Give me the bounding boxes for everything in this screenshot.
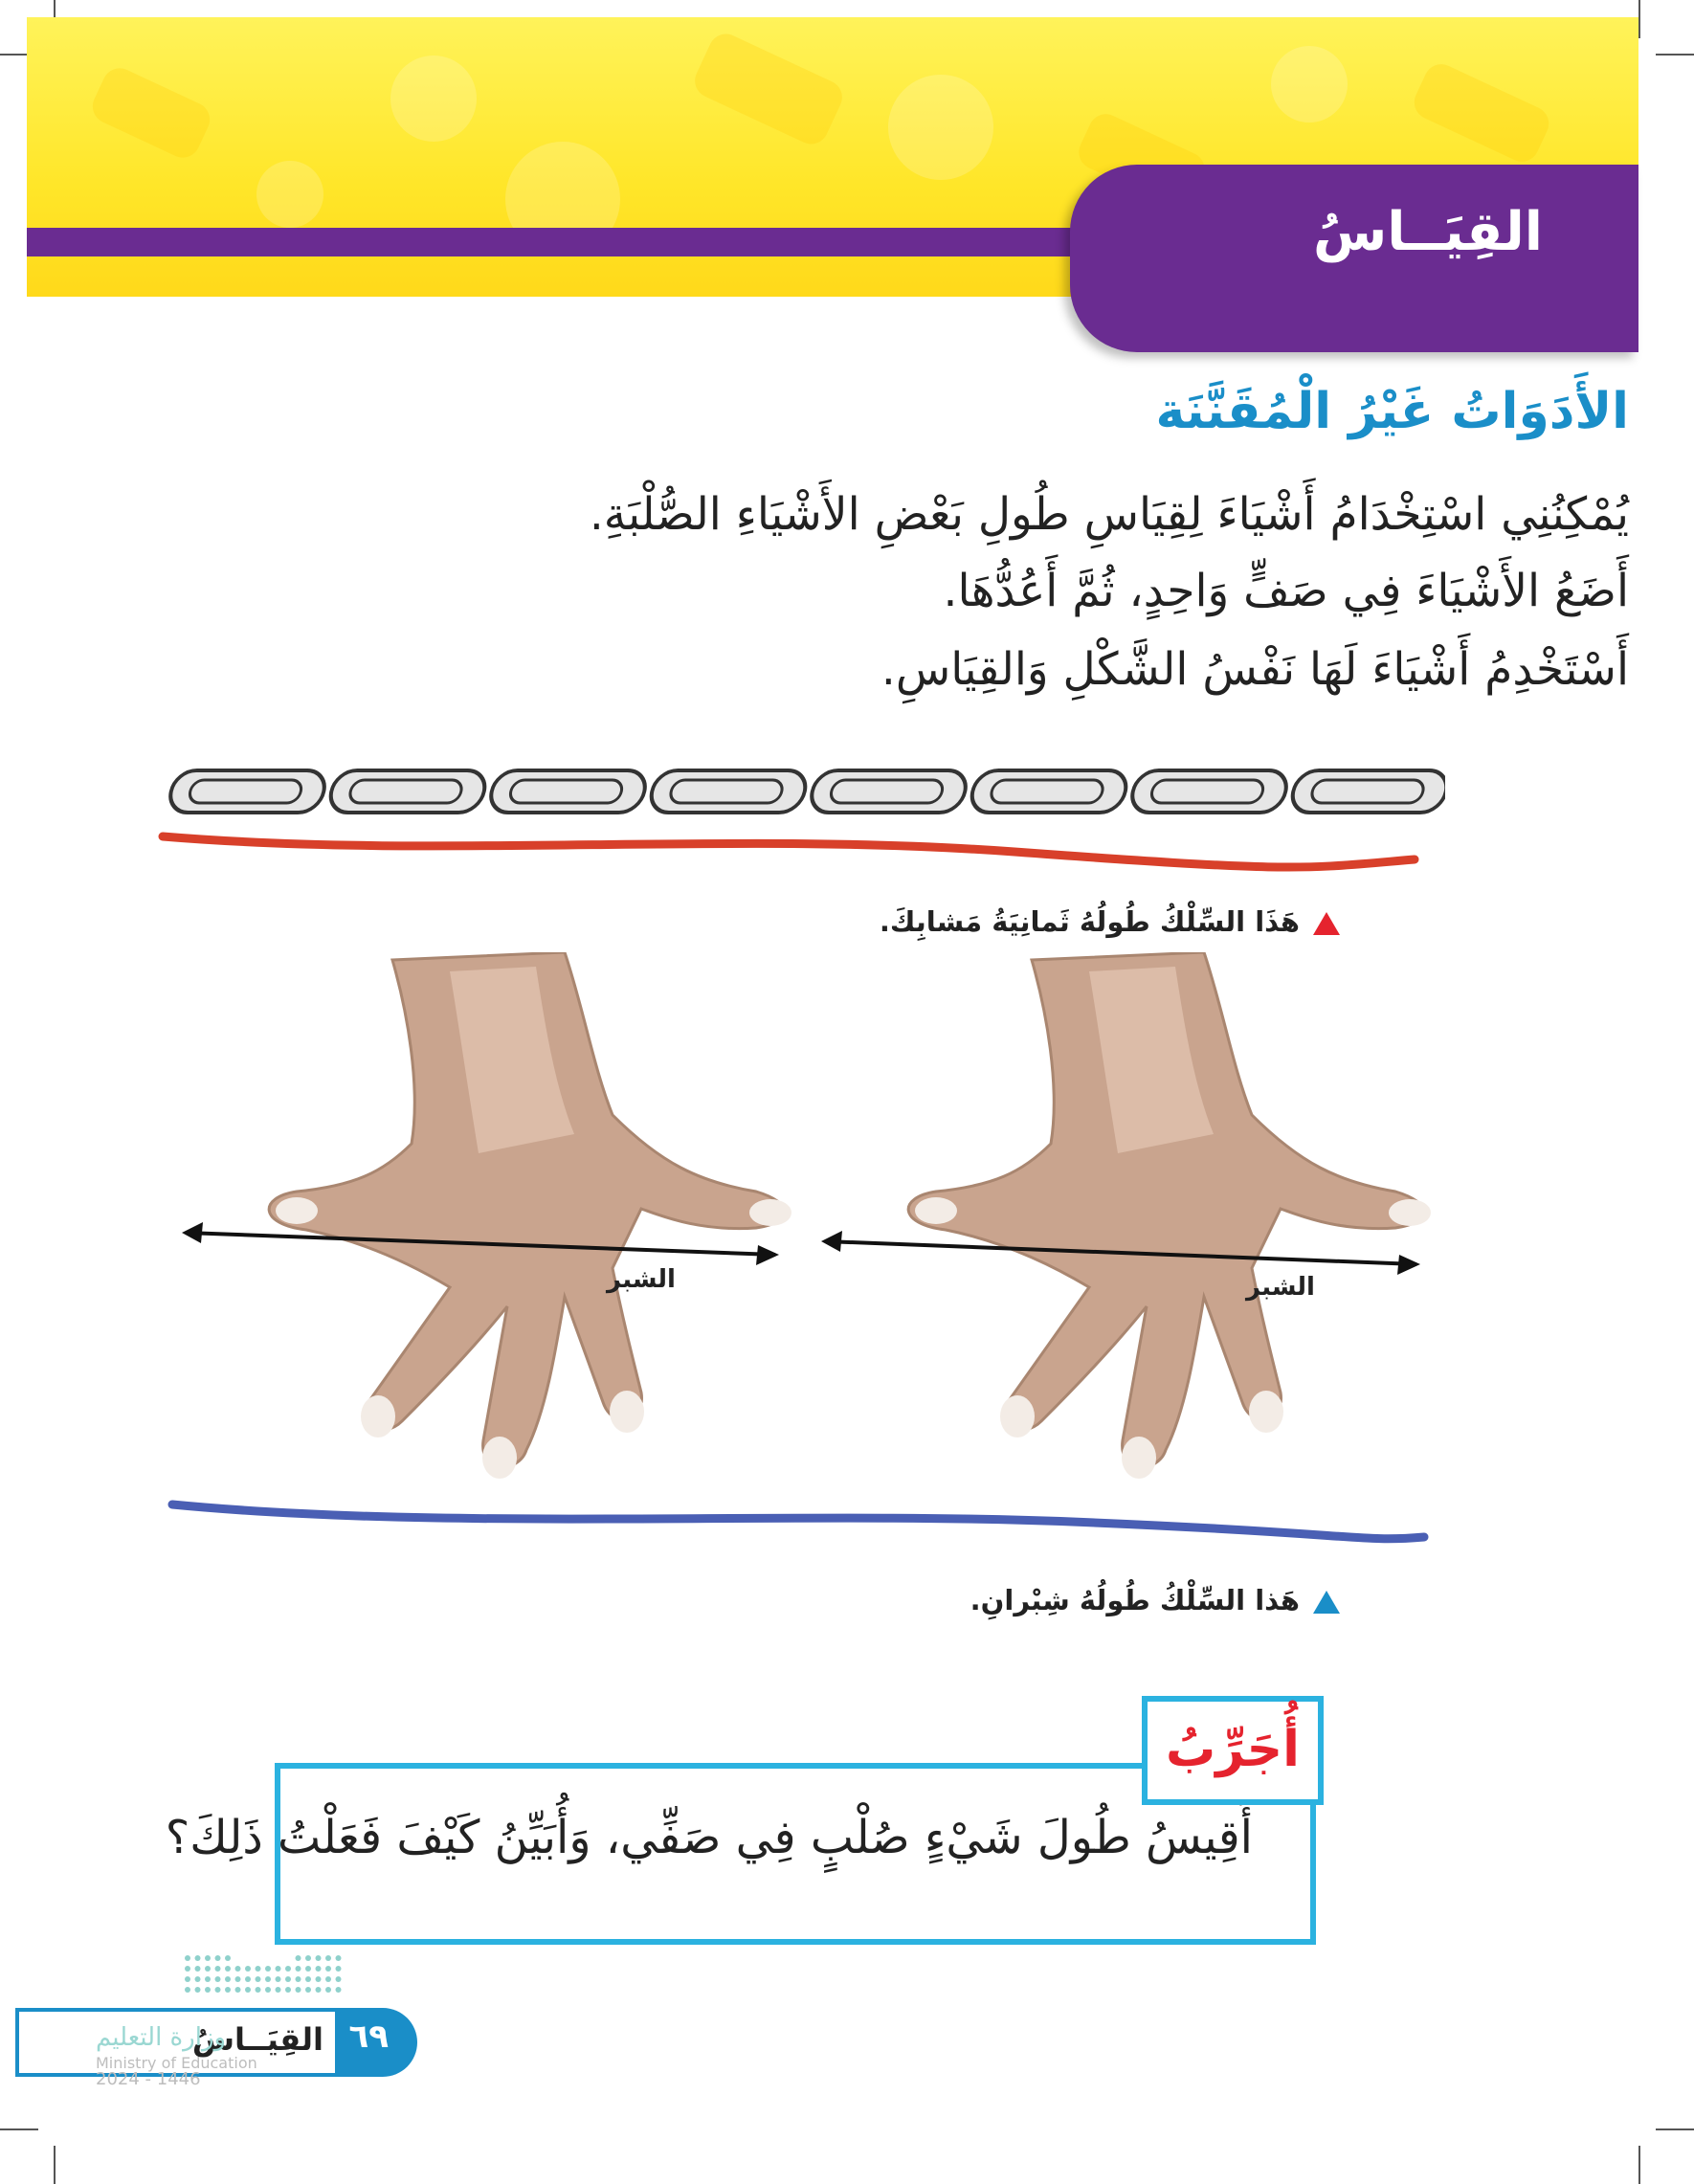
logo-dot bbox=[296, 1976, 301, 1982]
crop-mark bbox=[1656, 54, 1694, 56]
span-label-right: الشبر bbox=[1246, 1273, 1315, 1302]
hand-left bbox=[269, 952, 791, 1479]
page-number: ٦٩ bbox=[348, 2017, 389, 2056]
paragraph-line-3: أَسْتَخْدِمُ أَشْيَاءَ لَهَا نَفْسُ الشَّكْلِ وَالقِيَاسِ. bbox=[880, 643, 1629, 696]
try-it-text: أَقِيسُ طُولَ شَيْءٍ صُلْبٍ فِي صَفِّي، وَأُبَيِّنُ كَيْفَ فَعَلْتُ ذَلِكَ؟ bbox=[165, 1811, 1253, 1864]
logo-dot bbox=[235, 1987, 241, 1993]
logo-dot bbox=[305, 1966, 311, 1972]
logo-dot bbox=[296, 1987, 301, 1993]
logo-dot bbox=[185, 1966, 190, 1972]
unit-title-tab bbox=[1070, 165, 1638, 352]
red-wire bbox=[153, 821, 1426, 879]
logo-dot bbox=[265, 1987, 271, 1993]
try-it-label: أُجَرِّبُ bbox=[1142, 1696, 1324, 1805]
hands-illustration bbox=[163, 952, 1445, 1517]
unit-title: القِيَــاسُ bbox=[1313, 201, 1543, 263]
ministry-watermark: وزارة التعليم bbox=[96, 2023, 227, 2052]
logo-dot bbox=[245, 1976, 251, 1982]
crop-mark bbox=[1638, 2146, 1640, 2184]
crop-mark bbox=[54, 2146, 56, 2184]
caption-clips-text: هَذَا السِّلْكُ طُولُهُ ثَمانِيَةُ مَشابِكَ. bbox=[879, 905, 1300, 938]
logo-dot bbox=[265, 1976, 271, 1982]
logo-dot bbox=[205, 1976, 211, 1982]
paragraph-line-2: أَضَعُ الأَشْيَاءَ فِي صَفٍّ وَاحِدٍ، ثُمَّ أَعُدُّهَا. bbox=[943, 565, 1629, 617]
span-label-left: الشبر bbox=[607, 1265, 676, 1294]
logo-dot bbox=[195, 1966, 201, 1972]
ministry-logo-dots bbox=[182, 1952, 345, 2000]
logo-dot bbox=[215, 1955, 221, 1961]
logo-dot bbox=[215, 1966, 221, 1972]
logo-dot bbox=[225, 1987, 231, 1993]
paper-clip-icon bbox=[808, 770, 970, 813]
ministry-watermark-en: Ministry of Education bbox=[96, 2054, 257, 2072]
logo-dot bbox=[285, 1976, 291, 1982]
paper-clip-icon bbox=[969, 770, 1130, 813]
crop-mark bbox=[1656, 2128, 1694, 2130]
logo-dot bbox=[336, 1966, 342, 1972]
logo-dot bbox=[195, 1976, 201, 1982]
paper-clip-icon bbox=[327, 770, 489, 813]
logo-dot bbox=[305, 1987, 311, 1993]
logo-dot bbox=[336, 1976, 342, 1982]
logo-dot bbox=[265, 1966, 271, 1972]
footer-unit-name: القِيَــاسُ bbox=[191, 2021, 323, 2058]
logo-dot bbox=[235, 1976, 241, 1982]
logo-dot bbox=[276, 1976, 281, 1982]
logo-dot bbox=[296, 1966, 301, 1972]
logo-dot bbox=[325, 1976, 331, 1982]
blue-wire bbox=[163, 1482, 1436, 1549]
logo-dot bbox=[316, 1987, 322, 1993]
logo-dot bbox=[325, 1966, 331, 1972]
logo-dot bbox=[296, 1955, 301, 1961]
lesson-subtitle: الأَدَوَاتُ غَيْرُ الْمُقَنَّنَة bbox=[1155, 383, 1629, 440]
hand-right bbox=[908, 952, 1431, 1479]
logo-dot bbox=[325, 1987, 331, 1993]
paragraph-line-1: يُمْكِنُنِي اسْتِخْدَامُ أَشْيَاءَ لِقِيَاسِ طُولِ بَعْضِ الأَشْيَاءِ الصُّلْبَةِ. bbox=[589, 488, 1629, 541]
logo-dot bbox=[205, 1966, 211, 1972]
edition-year: 2024 - 1446 bbox=[96, 2069, 201, 2089]
logo-dot bbox=[245, 1987, 251, 1993]
logo-dot bbox=[325, 1955, 331, 1961]
logo-dot bbox=[336, 1987, 342, 1993]
caption-hands bbox=[970, 1584, 1340, 1616]
logo-dot bbox=[195, 1987, 201, 1993]
logo-dot bbox=[225, 1955, 231, 1961]
logo-dot bbox=[256, 1987, 261, 1993]
logo-dot bbox=[225, 1976, 231, 1982]
crop-mark bbox=[1638, 0, 1640, 38]
paper-clip-icon bbox=[487, 770, 649, 813]
logo-dot bbox=[256, 1966, 261, 1972]
logo-dot bbox=[195, 1955, 201, 1961]
logo-dot bbox=[185, 1955, 190, 1961]
logo-dot bbox=[316, 1976, 322, 1982]
logo-dot bbox=[245, 1966, 251, 1972]
logo-dot bbox=[285, 1966, 291, 1972]
logo-dot bbox=[276, 1987, 281, 1993]
paper-clip-icon bbox=[1128, 770, 1290, 813]
logo-dot bbox=[316, 1966, 322, 1972]
logo-dot bbox=[215, 1976, 221, 1982]
logo-dot bbox=[215, 1987, 221, 1993]
paper-clip-icon bbox=[167, 770, 328, 813]
logo-dot bbox=[205, 1955, 211, 1961]
caption-hands-text: هَذا السِّلْكُ طُولُهُ شِبْرانِ. bbox=[970, 1584, 1300, 1616]
paper-clip-icon bbox=[1289, 770, 1445, 813]
logo-dot bbox=[185, 1976, 190, 1982]
logo-dot bbox=[235, 1966, 241, 1972]
logo-dot bbox=[276, 1966, 281, 1972]
logo-dot bbox=[205, 1987, 211, 1993]
triangle-marker-icon bbox=[1313, 912, 1340, 935]
logo-dot bbox=[185, 1987, 190, 1993]
paper-clip-icon bbox=[648, 770, 810, 813]
caption-clips bbox=[880, 905, 1340, 938]
triangle-marker-icon bbox=[1313, 1591, 1340, 1614]
crop-mark bbox=[0, 2128, 38, 2130]
logo-dot bbox=[225, 1966, 231, 1972]
logo-dot bbox=[285, 1987, 291, 1993]
logo-dot bbox=[305, 1976, 311, 1982]
logo-dot bbox=[305, 1955, 311, 1961]
logo-dot bbox=[336, 1955, 342, 1961]
logo-dot bbox=[256, 1976, 261, 1982]
logo-dot bbox=[316, 1955, 322, 1961]
